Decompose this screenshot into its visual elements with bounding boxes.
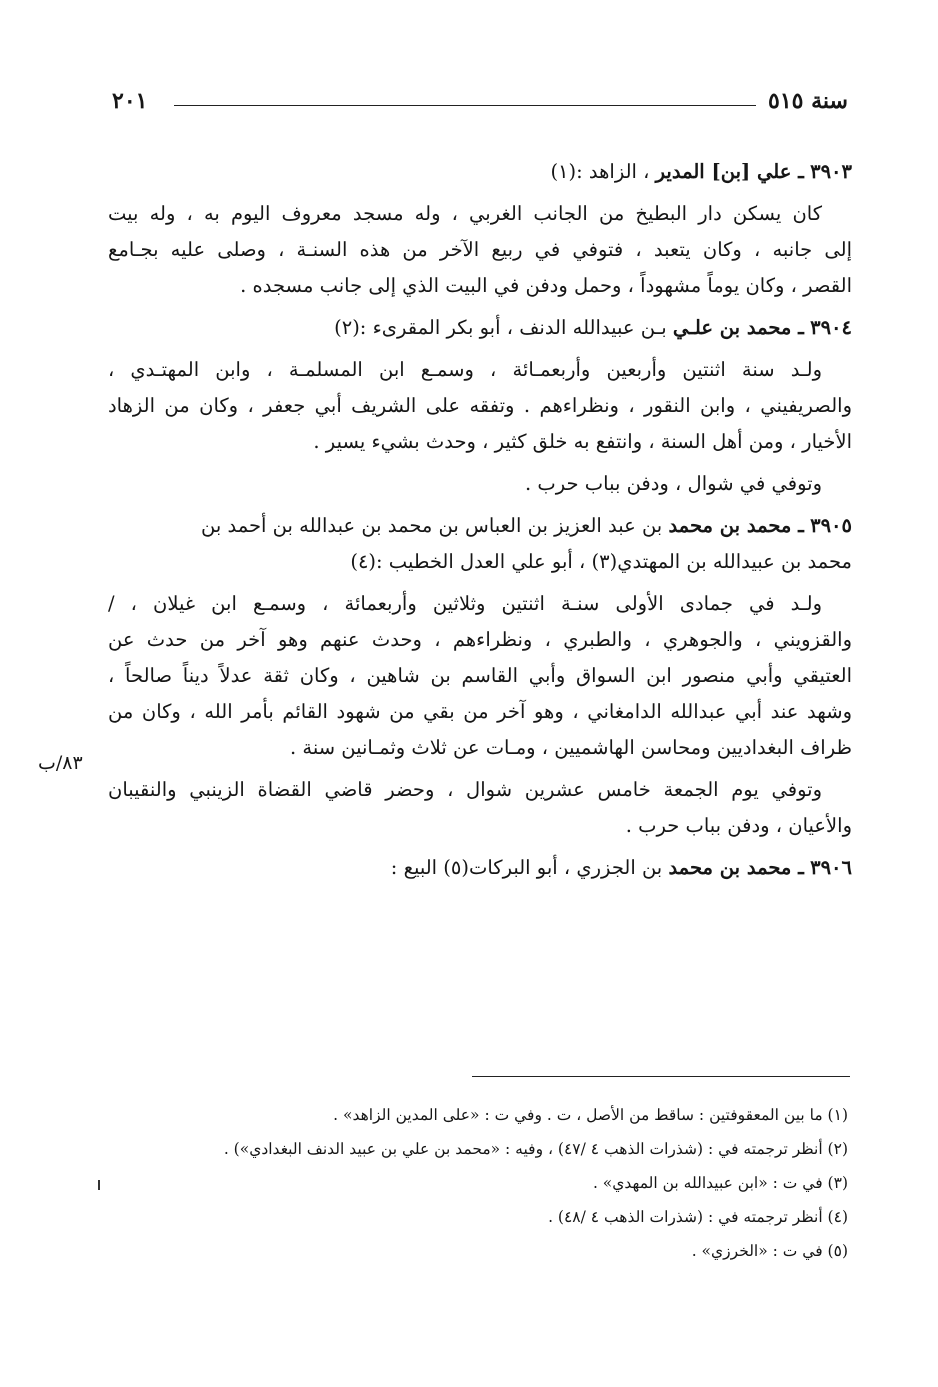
running-header (112, 88, 848, 124)
entry-heading: ٣٩٠٤ ـ محمد بن علـي بـن عبيدالله الدنف ، أبو بكر المقرىء :(٢) (334, 316, 852, 339)
text-line: والقزويني ، والجوهري ، والطبري ، ونظراءهم ، وحدث عنهم وهو آخر من حدث عن (108, 628, 852, 651)
text-line: ولـد سنة اثنتين وأربعين وأربعمـائة ، وسمـع ابن المسلمـة ، وابن المهتـدي ، (108, 358, 822, 381)
entry-number: ٣٩٠٥ (810, 514, 852, 537)
footnote: (٢) أنظر ترجمته في : (شذرات الذهب ٤ /٤٧) ، وفيه : «محمد بن علي بن عبيد الدنف البغدادي») . (223, 1140, 848, 1158)
footnote: (١) ما بين المعقوفتين : ساقط من الأصل ، ت . وفي ت : «على المدين الزاهد» . (333, 1106, 848, 1124)
entry-name: محمد بن محمد (668, 856, 792, 879)
entry-name: محمد بن محمد (668, 514, 792, 537)
text-line: كان يسكن دار البطيخ من الجانب الغربي ، وله مسجد معروف اليوم به ، وله بيت (108, 202, 822, 225)
text-line: والصريفيني ، وابن النقور ، ونظراءهم . وتفقه على الشريف أبي جعفر ، وكان من الزهاد (108, 394, 852, 417)
entry-name: محمد بن علـي (672, 316, 792, 339)
entry-heading: ٣٩٠٥ ـ محمد بن محمد بن عبد العزيز بن العباس بن محمد بن عبدالله بن أحمد بن (201, 514, 852, 537)
entry-name: علي [بن] المدير (655, 160, 792, 183)
entry-number: ٣٩٠٣ (810, 160, 852, 183)
body-text (108, 148, 852, 892)
text-line: الأخيار ، ومن أهل السنة ، وانتفع به خلق كثير ، وحدث بشيء يسير . (313, 430, 852, 453)
text-line: وتوفي يوم الجمعة خامس عشرين شوال ، وحضر قاضي القضاة الزينبي والنقيبان (108, 778, 822, 801)
page-number: ٢٠١ (112, 88, 148, 114)
manuscript-folio-note: ٨٣/ب (38, 752, 83, 774)
text-line: ظراف البغداديين ومحاسن الهاشميين ، ومـات عن ثلاث وثمـانين سنة . (290, 736, 852, 759)
header-year: سنة ٥١٥ (768, 88, 848, 114)
entry-heading-continued: محمد بن عبيدالله بن المهتدي(٣) ، أبو علي العدل الخطيب :(٤) (350, 550, 852, 573)
entry-heading: ٣٩٠٣ ـ علي [بن] المدير ، الزاهد :(١) (550, 160, 852, 183)
footnote: (٥) في ت : «الخرزي» . (691, 1242, 848, 1260)
footnote: (٣) في ت : «ابن عبيدالله بن المهدي» . (592, 1174, 848, 1192)
text-line: والأعيان ، ودفن بباب حرب . (625, 814, 852, 837)
text-line: ولـد في جمادى الأولى سنـة اثنتين وثلاثين وأربعمائة ، وسمـع ابن غيلان ، / (108, 592, 822, 615)
text-line: العتيقي وأبي منصور ابن السواق وأبي القاسم بن شاهين ، وكان ثقة عدلاً ديناً صالحاً ، (108, 664, 852, 687)
print-mark (98, 1180, 100, 1190)
text-line: وتوفي في شوال ، ودفن بباب حرب . (525, 472, 822, 495)
entry-heading-rest: بن الجزري ، أبو البركات(٥) البيع : (390, 856, 663, 879)
entry-heading-rest: بـن عبيدالله الدنف ، أبو بكر المقرىء :(٢) (334, 316, 667, 339)
footnote: (٤) أنظر ترجمته في : (شذرات الذهب ٤ /٤٨) . (548, 1208, 848, 1226)
text-line: إلى جانبه ، وكان يتعبد ، فتوفي في ربيع الآخر من هذه السنـة ، وصلى عليه بجـامع (108, 238, 852, 261)
entry-number: ٣٩٠٤ (810, 316, 852, 339)
text-line: القصر ، وكان يوماً مشهوداً ، وحمل ودفن في البيت الذي إلى جانب مسجده . (240, 274, 852, 297)
text-line: وشهد عند أبي عبدالله الدامغاني ، وهو آخر من بقي من شهود القائم بأمر الله ، وكان من (108, 700, 852, 723)
footnote-rule (472, 1076, 850, 1077)
entry-heading: ٣٩٠٦ ـ محمد بن محمد بن الجزري ، أبو البركات(٥) البيع : (390, 856, 852, 879)
entry-heading-rest: ، الزاهد :(١) (550, 160, 650, 183)
footnotes (198, 1098, 848, 1268)
entry-number: ٣٩٠٦ (810, 856, 852, 879)
entry-heading-rest: بن عبد العزيز بن العباس بن محمد بن عبدالله بن أحمد بن (201, 514, 663, 537)
header-rule (174, 105, 756, 106)
